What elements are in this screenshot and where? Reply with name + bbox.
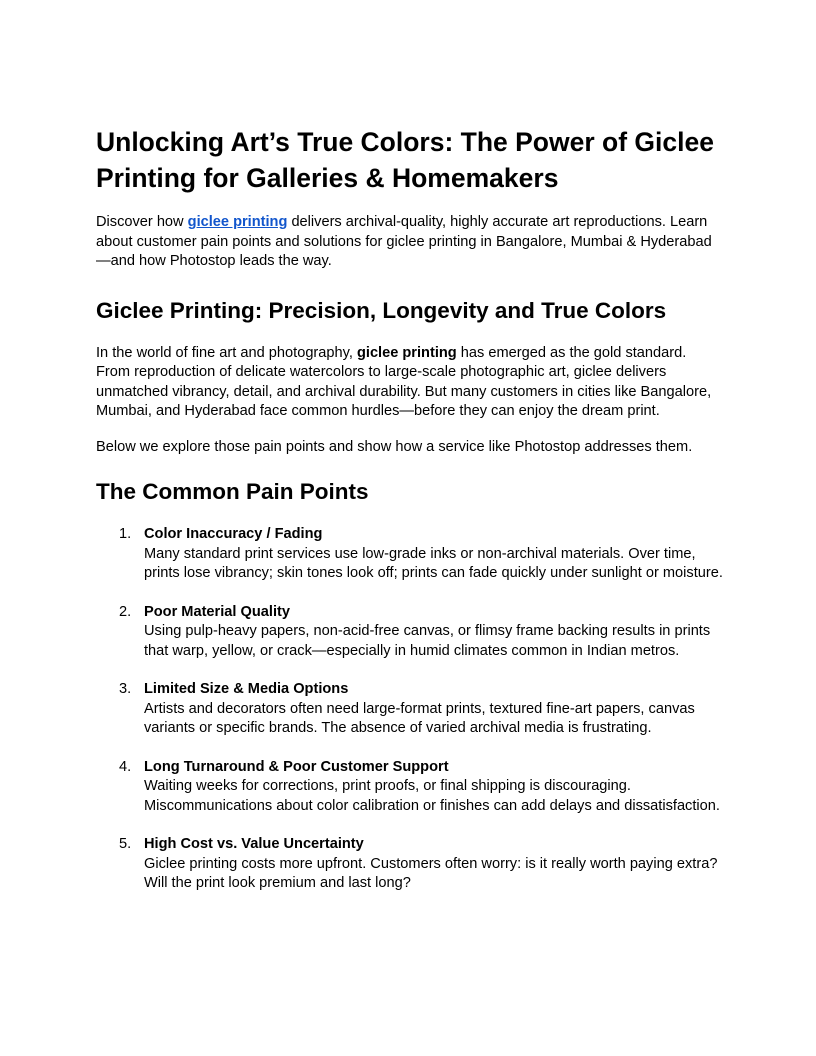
list-item-description: Many standard print services use low-grade inks or non-archival materials. Over time, prints lose vibrancy; skin tones look off; prints can fade quickly under sunlight or moisture. — [144, 545, 723, 581]
list-item — [96, 758, 724, 817]
section-heading-precision: Giclee Printing: Precision, Longevity and True Colors — [96, 297, 667, 323]
list-item-description: Giclee printing costs more upfront. Customers often worry: is it really worth paying extra? Will the print look premium and last long? — [144, 855, 718, 891]
section-paragraph-fine-art — [96, 344, 724, 422]
list-item-title: Poor Material Quality — [144, 603, 290, 620]
paragraph-text-start: In the world of fine art and photography, — [96, 344, 357, 361]
paragraph-text-end: has emerged as the gold standard. From reproduction of delicate watercolors to large-scale photographic art, giclee delivers unmatched vibrancy, detail, and archival durability. But many customers in cities like Bangalore, Mumbai, and Hyderabad face common hurdles—before they can enjoy the dream print. — [96, 344, 712, 419]
section-heading-pain-points: The Common Pain Points — [96, 479, 369, 504]
list-item-title: Color Inaccuracy / Fading — [144, 526, 323, 542]
list-item — [96, 835, 724, 894]
list-item-number: 3. — [119, 681, 132, 697]
list-item-description: Artists and decorators often need large-format prints, textured fine-art papers, canvas variants or specific brands. The absence of varied archival media is frustrating. — [144, 700, 695, 736]
list-item — [96, 603, 724, 662]
intro-text-start: Discover how — [96, 214, 188, 230]
list-item-title: Long Turnaround & Poor Customer Support — [144, 758, 449, 775]
list-item-description: Using pulp-heavy papers, non-acid-free canvas, or flimsy frame backing results in prints that warp, yellow, or crack—especially in humid climates common in Indian metros. — [144, 623, 711, 659]
pain-points-list — [96, 525, 724, 894]
intro-text-end: delivers archival-quality, highly accurate art reproductions. Learn about customer pain points and solutions for giclee printing in Bangalore, Mumbai & Hyderabad—and how Photostop leads the way. — [96, 214, 712, 269]
list-item-title: Limited Size & Media Options — [144, 681, 349, 697]
list-item-number: 1. — [119, 526, 132, 542]
list-item-description: Waiting weeks for corrections, print proofs, or final shipping is discouraging. Miscommunications about color calibration or finishes can add delays and dissatisfaction. — [144, 778, 720, 814]
page-title: Unlocking Art’s True Colors: The Power of Giclee Printing for Galleries & Homemakers — [96, 127, 714, 193]
list-item — [96, 525, 724, 584]
giclee-printing-link[interactable]: giclee printing — [187, 214, 288, 230]
list-item — [96, 680, 724, 739]
bold-giclee-printing: giclee printing — [356, 344, 457, 361]
section-paragraph-below: Below we explore those pain points and show how a service like Photostop addresses them. — [96, 438, 693, 455]
document-page — [96, 124, 724, 913]
list-item-title: High Cost vs. Value Uncertainty — [144, 836, 364, 852]
intro-paragraph — [96, 213, 724, 272]
list-item-number: 5. — [119, 836, 132, 852]
list-item-number: 2. — [119, 603, 132, 620]
list-item-number: 4. — [119, 758, 132, 775]
